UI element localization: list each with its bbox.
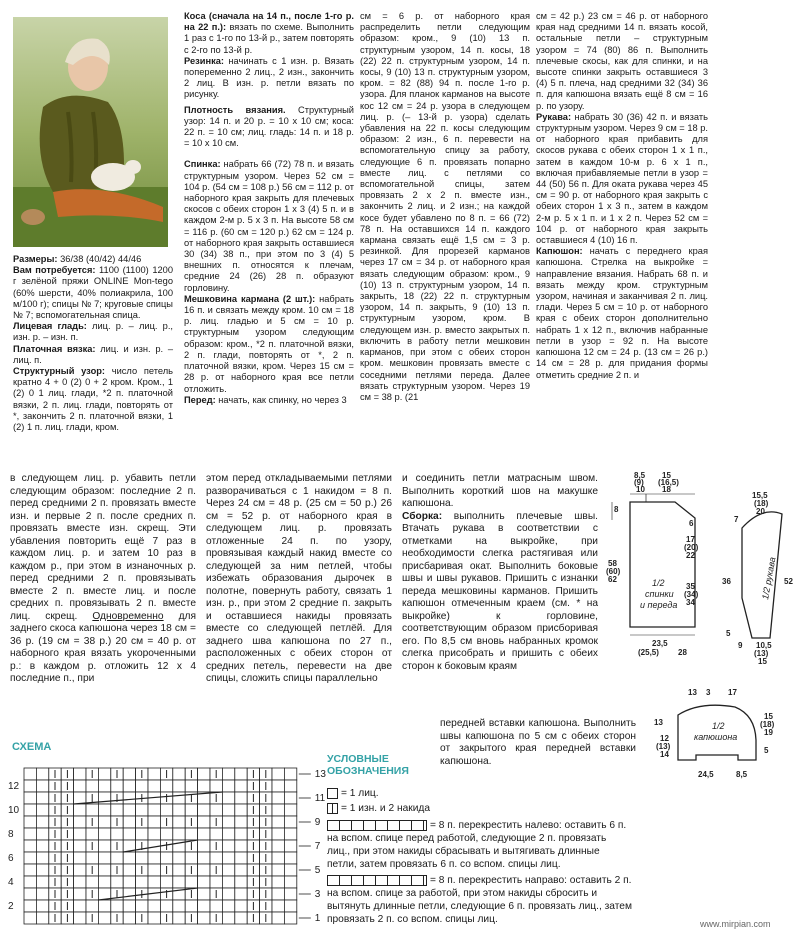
chart-row-label: 7 (314, 841, 321, 852)
chart-cell (185, 828, 197, 840)
chart-cell (185, 852, 197, 864)
chart-cell (74, 780, 86, 792)
chart-cell (185, 804, 197, 816)
chart-cell (74, 864, 86, 876)
chart-cell (148, 816, 160, 828)
chart-cell (284, 852, 296, 864)
chart-cell (74, 816, 86, 828)
body-left-58a: 58 (608, 559, 617, 568)
chart-cell (198, 876, 210, 888)
chart-cell (24, 816, 36, 828)
chart-cell (36, 840, 48, 852)
chart-cell (272, 900, 284, 912)
chart-cell (123, 876, 135, 888)
chart-cell (24, 780, 36, 792)
chart-cell (36, 900, 48, 912)
hood-left-12b: (13) (656, 742, 671, 751)
body-top-a3: 10 (636, 485, 645, 494)
hood-pattern-diagram (650, 685, 790, 785)
chart-cell (74, 828, 86, 840)
chart-cell (86, 852, 98, 864)
sleeve-left-9: 9 (738, 641, 743, 650)
hood-bottom-8: 8,5 (736, 770, 748, 779)
chart-cell (222, 780, 234, 792)
hood-right-18: (18) (760, 720, 775, 729)
chart-cell (284, 768, 296, 780)
chart-cell (235, 900, 247, 912)
chart-cell (235, 816, 247, 828)
chart-cell (98, 900, 110, 912)
sleeve-top-7: 7 (734, 515, 739, 524)
chart-cell (284, 900, 296, 912)
chart-cell (222, 852, 234, 864)
assembly-section: Сборка: выполнить плечевые швы. Втачать рукава в соответствии с отметками на выкройке, при необходимости слегка растягивая или присбаривая окат. Выполнить боковые швы и швы рукавов. Пришить с изнанки переда мешковины карманов. Пришить капюшон отмеченным краем (см. * на выкройке) к горловине, соответствующим образом присборивая его. По 8,5 см вновь набранных кромок слегка присобрать и пришить с обеих сторон к боковым краям (402, 510, 598, 672)
chart-cell (74, 792, 86, 804)
chart-cell (136, 900, 148, 912)
chart-cell (173, 816, 185, 828)
chart-cell (111, 804, 123, 816)
chart-cell (235, 828, 247, 840)
chart-cell (272, 816, 284, 828)
chart-cell (284, 828, 296, 840)
chart-cell (36, 816, 48, 828)
chart-cell (136, 804, 148, 816)
chart-cell (284, 780, 296, 792)
text-column-3 (536, 11, 708, 381)
chart-cell (198, 900, 210, 912)
chart-cell (284, 888, 296, 900)
body-right-35b: (34) (684, 590, 699, 599)
lower-column-4: передней вставки капюшона. Выполнить швы капюшона по 5 см с обеих сторон от закрытого края передней вставки капюшона. (440, 718, 636, 767)
hood-section: Капюшон: начать с переднего края капюшона. Стрелка на выкройке = направление вязания. Набрать 68 п. и вязать между кром. структурным узором, начиная и заканчивая 2 п. лиц. глади. Через 5 см = 10 р. от наборного края с обеих сторон дополнительно набрать 1 х 12 п., включив набранные петли в узор = 92 п. На высоте капюшона 12 см = 24 р. (13 см = 26 р.) 14 см = 28 р. для придания формы отметить средние 2 п. и (536, 246, 708, 380)
body-right-17a: 17 (686, 535, 695, 544)
chart-cell (210, 900, 222, 912)
chart-cell (148, 852, 160, 864)
chart-cell (185, 876, 197, 888)
chart-cell (173, 864, 185, 876)
chart-cell (198, 780, 210, 792)
chart-cell (98, 780, 110, 792)
chart-cell (123, 828, 135, 840)
body-pattern-diagram (600, 470, 710, 670)
body-top-b: 15 (662, 471, 671, 480)
chart-cell (136, 876, 148, 888)
chart-row-label: 1 (314, 913, 321, 924)
body-bottom-c: 28 (678, 648, 687, 657)
chart-cell (235, 792, 247, 804)
chart-cell (235, 768, 247, 780)
chart-cell (222, 828, 234, 840)
chart-row-label: 3 (314, 889, 321, 900)
chart-cell (148, 864, 160, 876)
chart-cell (24, 888, 36, 900)
chart-cell (160, 876, 172, 888)
chart-cell (24, 804, 36, 816)
body-left-58c: 62 (608, 575, 617, 584)
chart-cell (74, 840, 86, 852)
chart-cell (74, 876, 86, 888)
cable-section: Коса (сначала на 14 п., после 1-го р. на 22 п.): вязать по схеме. Выполнить 1 раз с 1-го по 13-й р., затем повторять с 2-го по 13-й р. (184, 11, 355, 55)
purl-yo-symbol-icon (327, 803, 338, 814)
legend-cross-right: = 8 п. перекрестить направо: оставить 2 п. на вспом. спице за работой, при этом накиды сбросить и вытянуть длинные петли, следующие 6 п. провязать лиц., затем провязать 2 п. со вспом. спицы лиц. (327, 875, 632, 925)
chart-cell (123, 792, 135, 804)
knitting-chart (4, 762, 324, 932)
chart-cell (284, 912, 296, 924)
chart-cell (198, 816, 210, 828)
body-center-b: спинки (645, 589, 674, 599)
chart-cell (222, 900, 234, 912)
chart-cell (160, 804, 172, 816)
chart-cell (198, 804, 210, 816)
chart-cell (222, 864, 234, 876)
lower-column-3: и соединить петли матрасным швом. Выполнить короткий шов на макушке капюшона. Сборка: выполнить плечевые швы. Втачать рукава в соответствии с отметками на выкройке, при необходимости слегка растягивая или присбаривая окат. Выполнить боковые швы и швы рукавов. Пришить с изнанки переда мешковины карманов. Пришить капюшон отмеченным краем (см. * на выкройке) к горловине, соответствующим образом присборивая его. По 8,5 см вновь набранных кромок слегка присобрать и пришить с обеих сторон к боковым краям (402, 473, 598, 672)
sleeve-bottom-a: 10,5 (756, 641, 772, 650)
model-photo (13, 17, 168, 247)
chart-row-label: 12 (8, 781, 20, 792)
chart-cell (123, 888, 135, 900)
chart-cell (284, 816, 296, 828)
chart-cell (198, 768, 210, 780)
lower-column-1: в следующем лиц. р. убавить петли следующим образом: последние 2 п. перед средними 2 п. провязать вместе изн. и первые 2 п. после средних п. провязать вместе изн. скрещ. Эти убавления повторить ещё 7 раз в каждом лиц. р. и затем 10 раз в каждом р., при этом в изнаночных р. перед средними 2 п. провязывать вместе 2 п. вместе лиц. и после средних п. провязывать 2 п. вместе лиц. скрещ. Одновременно для заднего скоса капюшона через 18 см = 36 р. (19 см = 38 р.) 20 см = 40 р. от наборного края вязать укороченными р.: в каждом р. отложить 12 х 4 последние п., при (10, 473, 196, 684)
front-continued: см = 6 р. от наборного края распределить петли следующим образом: кром., 9 (10) 13 п. структурным узором, 14 п. косы, 18 (22) 22 п. структурным узором, 14 п. косы, 9 (10) 13 п. структурным узором, кром. = 82 (88) 94 п. после 1-го р. узора. Для планок карманов на высоте кос 12 см = 24 р. узора в следующем лиц. р. (– 13-й р. узора) сделать убавления на 22 п. косы следующим образом: 2 изн., 6 п. перевести на вспомогательную спицу за работу, следующие 6 п. провязать попарно вместе лиц. с петлями со вспомогательной спицы, затем провязать 2 х 2 п. вместе изн., закончить 2 лиц. и 2 изн.; на каждой косе будет убавлено по 8 п. = 66 (72) 78 п. На оставшихся 14 п. каждого кармана связать ещё 1,5 см = 3 р. резинкой. Для прорезей карманов через 17 см = 34 р. от наборного края вязать следующим образом: кром., 9 (10) 13 п. структурным узором, 14 п. закрыть, 18 (22) 22 п. структурным узором, 14 п. закрыть, 9 (10) 13 п. структурным узором, кром. В следующем изн. р. вместо закрытых п. включить в работу петли мешковин карманов, при этом с обеих сторон кром. мешковин провязать вместе с соседними петлями переда. Далее вязать структурным узором. Через 19 см = 38 р. (21 (360, 11, 530, 402)
body-right-6: 6 (689, 519, 694, 528)
sleeve-left-5: 5 (726, 629, 731, 638)
chart-cell (123, 912, 135, 924)
chart-cell (36, 792, 48, 804)
chart-cell (123, 780, 135, 792)
chart-cell (160, 828, 172, 840)
sleeve-top-a: 15,5 (752, 491, 768, 500)
back-section: Спинка: набрать 66 (72) 78 п. и вязать структурным узором. Через 52 см = 104 р. (54 см = 108 р.) 56 см = 112 р. от наборного края закрыть для плечевых скосов с обеих сторон 1 х 3 (4) 5 п. и в каждом 2-м р. 5 х 3 п. На высоте 58 см = 116 р. (60 см = 120 р.) 62 см = 124 р. от наборного края закрыть оставшиеся 30 (34) 38 п., при этом по 3 (4) 5 внешних п. относятся к плечам, средние 24 (26) 28 п. образуют горловину. (184, 159, 354, 293)
pocket-section: Мешковина кармана (2 шт.): набрать 16 п. и связать между кром. 10 см = 18 р. лиц. гладью и 5 см = 10 р. структурным узором следующим образом: кром., *2 п. платочной вязки, 2 п. глади, повторять от *, 2 п. платочной вязки, кром. Через 15 см = 28 р. от наборного края все петли отложить. (184, 293, 354, 394)
chart-cell (36, 888, 48, 900)
chart-cell (111, 852, 123, 864)
chart-cell (173, 804, 185, 816)
chart-cell (98, 876, 110, 888)
chart-cell (198, 828, 210, 840)
chart-cell (222, 768, 234, 780)
chart-cell (222, 840, 234, 852)
chart-cell (284, 804, 296, 816)
hood-left-12a: 12 (660, 734, 669, 743)
text-column-1 (184, 11, 354, 406)
chart-cell (136, 780, 148, 792)
chart-cell (198, 888, 210, 900)
chart-cell (235, 840, 247, 852)
chart-cell (222, 888, 234, 900)
chart-cell (284, 792, 296, 804)
density-section: Плотность вязания. Структурный узор: 14 п. и 20 р. = 10 х 10 см; коса: 22 п. = 10 см; лиц. гладь: 14 п. и 18 р. = 10 х 10 см. (184, 104, 354, 149)
legend (327, 788, 632, 929)
chart-cell (74, 852, 86, 864)
chart-cell (86, 804, 98, 816)
chart-cell (160, 852, 172, 864)
body-bottom-b: (25,5) (638, 648, 659, 657)
chart-cell (235, 876, 247, 888)
chart-cell (123, 768, 135, 780)
chart-cell (123, 900, 135, 912)
chart-cell (198, 840, 210, 852)
chart-cell (24, 792, 36, 804)
front-section: Перед: начать, как спинку, но через 3 (184, 394, 347, 405)
chart-cell (272, 804, 284, 816)
legend-title: УСЛОВНЫЕ ОБОЗНАЧЕНИЯ (327, 753, 409, 777)
chart-cell (185, 900, 197, 912)
chart-cell (173, 900, 185, 912)
chart-cell (210, 780, 222, 792)
chart-cell (222, 816, 234, 828)
sleeve-pattern-diagram (712, 488, 800, 673)
chart-cell (111, 828, 123, 840)
body-top-b2: (16,5) (658, 478, 679, 487)
chart-cell (235, 780, 247, 792)
chart-cell (74, 912, 86, 924)
chart-cell (148, 804, 160, 816)
body-center-a: 1/2 (652, 578, 665, 588)
chart-cell (74, 804, 86, 816)
chart-cell (24, 840, 36, 852)
chart-cell (272, 792, 284, 804)
chart-cell (111, 900, 123, 912)
chart-cell (24, 900, 36, 912)
chart-cell (210, 876, 222, 888)
chart-cell (272, 876, 284, 888)
legend-knit: = 1 лиц. (327, 788, 632, 801)
chart-cell (98, 828, 110, 840)
sleeve-label: 1/2 рукава (760, 556, 778, 601)
chart-cell (148, 900, 160, 912)
body-bottom-a: 23,5 (652, 639, 668, 648)
chart-cell (36, 780, 48, 792)
chart-cell (74, 888, 86, 900)
chart-cell (198, 864, 210, 876)
body-left-58b: (60) (606, 567, 621, 576)
chart-cell (272, 912, 284, 924)
chart-row-label: 13 (314, 769, 326, 780)
chart-cell (24, 768, 36, 780)
hood-right-5: 5 (764, 746, 769, 755)
chart-cell (36, 768, 48, 780)
chart-cell (198, 912, 210, 924)
cross-left-symbol-icon (327, 820, 427, 831)
chart-cell (86, 828, 98, 840)
chart-cell (210, 804, 222, 816)
rib-section: Резинка: начинать с 1 изн. р. Вязать попеременно 2 лиц., 2 изн., закончить 2 лиц. В изн. р. петли вязать по рисунку. (184, 55, 354, 100)
sizes-line: Размеры: 36/38 (40/42) 44/46 (13, 254, 142, 264)
chart-cell (235, 804, 247, 816)
chart-cell (98, 840, 110, 852)
sleeve-section: Рукава: набрать 30 (36) 42 п. и вязать структурным узором. Через 9 см = 18 р. от наборного края прибавить для скосов рукава с обеих сторон 1 х 1 п., затем в каждом 10-м р. 6 х 1 п., включая прибавляемые петли в узор = 44 (50) 56 п. Для оката рукава через 45 см = 90 р. от наборного края закрыть с обеих сторон 1 х 3 п., затем в каждом 2-м р. 5 х 1 п. и 1 х 2 п. Через 52 см = 104 р. от наборного края закрыть оставшиеся 4 (10) 16 п. (536, 111, 708, 246)
hood-label-a: 1/2 (712, 721, 725, 731)
body-top-a: 8,5 (634, 471, 646, 480)
lower-column-2: этом перед откладываемыми петлями разворачиваться с 1 накидом = 8 п. Через 24 см = 48 р. (25 см = 50 р.) 26 см = 52 р. от наборного края в следующем лиц. р. провязать отложенные 24 п. по узору, провязывая каждый накид вместе со следующей за ним петлей, чтобы избежать образования дырочек в полотне, повернуть работу, связать 1 изн. р., при этом 2 средние п. закрыть и оставшиеся накиды провязать вместе со следующей петлёй. Для заднего шва капюшона по 27 п., расположенных с обеих сторон от средних петель, перевести на две спицы, сложить спицы параллельно (206, 473, 392, 684)
chart-cell (173, 852, 185, 864)
chart-cell (123, 852, 135, 864)
front-end: см = 42 р.) 23 см = 46 р. от наборного края над средними 14 п. вязать косой, остальные петли – структурным узором = 74 (80) 86 п. Выполнить плечевые скосы, как для спинки, и на высоте спинки закрыть оставшиеся 3 (4) 5 п. плеча, над средними 32 (34) 36 п. для капюшона вязать ещё 8 см = 16 р. по узору. (536, 11, 708, 111)
chart-cell (160, 900, 172, 912)
chart-cell (36, 852, 48, 864)
body-right-35a: 35 (686, 582, 695, 591)
chart-cell (160, 780, 172, 792)
body-top-b3: 18 (662, 485, 671, 494)
chart-cell (36, 876, 48, 888)
chart-cell (148, 876, 160, 888)
chart-cell (24, 828, 36, 840)
face-stitch-line: Лицевая гладь: лиц. р. – лиц. р., изн. р. – изн. п. (13, 321, 173, 343)
sleeve-top-c: 20 (756, 507, 765, 516)
hood-top-3: 3 (706, 688, 711, 697)
chart-cell (36, 864, 48, 876)
sleeve-bottom-b: (13) (754, 649, 769, 658)
chart-cell (74, 900, 86, 912)
chart-row-label: 8 (8, 829, 14, 840)
chart-cell (185, 780, 197, 792)
chart-cell (86, 780, 98, 792)
chart-cell (36, 912, 48, 924)
cross-right-symbol-icon (327, 875, 427, 886)
hood-right-19: 19 (764, 728, 773, 737)
chart-cell (173, 792, 185, 804)
chart-cell (222, 804, 234, 816)
body-right-35c: 34 (686, 598, 695, 607)
chart-cell (136, 852, 148, 864)
sleeve-bottom-c: 15 (758, 657, 767, 666)
chart-row-label: 2 (8, 901, 14, 912)
chart-cell (98, 864, 110, 876)
schema-title: СХЕМА (12, 741, 52, 753)
hood-right-15: 15 (764, 712, 773, 721)
chart-cell (98, 768, 110, 780)
sleeve-top-b: (18) (754, 499, 769, 508)
chart-cell (272, 768, 284, 780)
chart-cell (173, 828, 185, 840)
chart-cell (111, 876, 123, 888)
garter-line: Платочная вязка: лиц. и изн. р. – лиц. п. (13, 343, 173, 365)
chart-row-label: 9 (314, 817, 321, 828)
specs-block (13, 254, 173, 433)
chart-cell (284, 864, 296, 876)
chart-cell (86, 876, 98, 888)
chart-cell (98, 816, 110, 828)
chart-cell (210, 852, 222, 864)
sleeve-left-36: 36 (722, 577, 731, 586)
chart-cell (173, 780, 185, 792)
chart-cell (272, 780, 284, 792)
chart-cell (123, 864, 135, 876)
sleeve-right-52: 52 (784, 577, 793, 586)
watermark: www.mirpian.com (700, 919, 771, 929)
legend-purl-yo: = 1 изн. и 2 накида (327, 803, 632, 816)
chart-cell (24, 852, 36, 864)
chart-cell (98, 912, 110, 924)
chart-cell (148, 828, 160, 840)
chart-cell (272, 888, 284, 900)
hood-label-b: капюшона (694, 732, 738, 742)
chart-cell (98, 804, 110, 816)
chart-cell (235, 912, 247, 924)
chart-cell (173, 876, 185, 888)
chart-cell (284, 840, 296, 852)
chart-cell (210, 828, 222, 840)
hood-left-13: 13 (654, 718, 663, 727)
body-top-a2: (9) (634, 478, 644, 487)
chart-cell (74, 768, 86, 780)
chart-cell (123, 804, 135, 816)
structure-pattern-line: Структурный узор: число петель кратно 4 + 0 (2) 0 + 2 кром. Кром., 1 (2) 0 1 лиц. глади, *2 п. платочной вязки, 2 п. лиц. глади, повторять от *, закончить 2 п. платочной вязки, 1 (2) 1 п. лиц. глади, кром. (13, 366, 174, 433)
chart-row-label: 6 (8, 853, 14, 864)
chart-cell (272, 864, 284, 876)
chart-cell (272, 852, 284, 864)
legend-cross-left: = 8 п. перекрестить налево: оставить 6 п. на вспом. спице перед работой, следующие 2 п. провязать лиц., при этом накиды сбрасывать и вытягивать длинные петли, затем провязать 6 п. со вспом. спицы лиц. (327, 820, 627, 870)
chart-cell (24, 912, 36, 924)
chart-cell (173, 768, 185, 780)
knit-symbol-icon (327, 788, 338, 799)
chart-cell (148, 912, 160, 924)
chart-cell (36, 804, 48, 816)
hood-top-17: 17 (728, 688, 737, 697)
chart-cell (111, 780, 123, 792)
chart-cell (222, 912, 234, 924)
chart-cell (272, 840, 284, 852)
chart-cell (98, 852, 110, 864)
chart-cell (123, 816, 135, 828)
chart-cell (198, 852, 210, 864)
chart-cell (235, 864, 247, 876)
text-column-2 (360, 11, 530, 403)
chart-cell (24, 876, 36, 888)
body-right-17b: (20) (684, 543, 699, 552)
materials-line: Вам потребуется: 1100 (1100) 1200 г зелёной пряжи ONLINE Mon-tego (60% шерсти, 40% полиакрила, 100 м/100 г); спицы № 7; круговые спицы № 7; вспомогательная спица. (13, 265, 174, 321)
body-left-8: 8 (614, 505, 619, 514)
chart-row-label: 5 (314, 865, 321, 876)
chart-row-label: 4 (8, 877, 14, 888)
chart-row-label: 11 (314, 793, 326, 804)
chart-cell (173, 912, 185, 924)
chart-cell (272, 828, 284, 840)
body-right-17c: 22 (686, 551, 695, 560)
hood-top-13: 13 (688, 688, 697, 697)
chart-cell (136, 828, 148, 840)
body-center-c: и переда (640, 600, 678, 610)
chart-cell (235, 852, 247, 864)
chart-row-label: 10 (8, 805, 20, 816)
chart-cell (222, 876, 234, 888)
chart-cell (148, 780, 160, 792)
chart-cell (222, 792, 234, 804)
chart-cell (284, 876, 296, 888)
chart-cell (235, 888, 247, 900)
chart-cell (148, 768, 160, 780)
hood-bottom-24: 24,5 (698, 770, 714, 779)
chart-cell (24, 864, 36, 876)
hood-left-12c: 14 (660, 750, 669, 759)
chart-cell (36, 828, 48, 840)
chart-cell (86, 900, 98, 912)
